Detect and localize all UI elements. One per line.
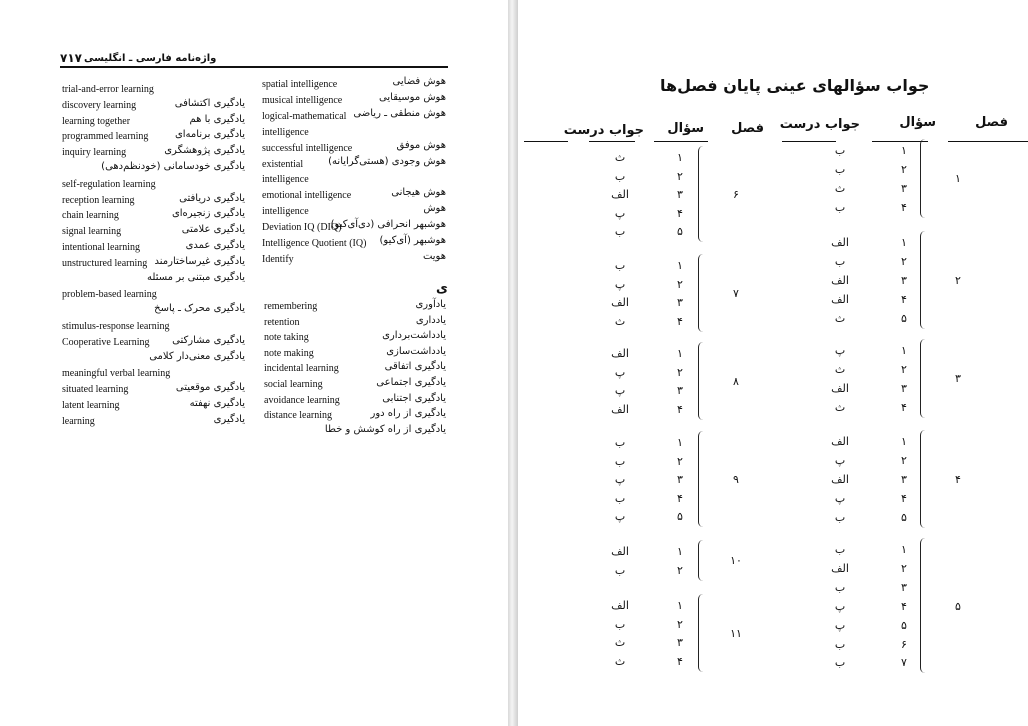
- question-number: ۴: [901, 491, 907, 505]
- question-number: ۲: [677, 563, 683, 577]
- answer-letter: ب: [834, 510, 846, 524]
- question-number: ۱: [677, 151, 683, 164]
- glossary-fa-term: هوشبهر انحرافی (دی‌آی‌کیو): [330, 219, 446, 231]
- glossary-en-term: Deviation IQ (DIQ): [262, 222, 342, 234]
- answer-letter: الف: [831, 236, 849, 249]
- section-letter: ی: [436, 281, 448, 296]
- glossary-fa-term: یادداری: [415, 314, 446, 326]
- header-question: سؤال: [667, 121, 704, 136]
- question-number: ۲: [901, 254, 907, 268]
- glossary-fa-term: یادگیری اجتماعی: [376, 377, 446, 388]
- answer-letter: ب: [834, 656, 846, 670]
- header-underline: [948, 141, 1028, 142]
- glossary-en-term: spatial intelligence: [262, 79, 338, 90]
- question-number: ۳: [677, 384, 683, 398]
- answer-letter: ب: [614, 563, 626, 577]
- glossary-fa-term: یادگیری از راه دور: [370, 408, 446, 420]
- glossary-en-term: programmed learning: [62, 131, 149, 143]
- question-number: ۳: [901, 181, 907, 195]
- group-brace: [920, 339, 927, 418]
- answer-letter: ب: [834, 637, 846, 651]
- question-number: ۲: [677, 277, 683, 291]
- glossary-fa-term: هوش وجودی (هستی‌گرایانه): [328, 155, 446, 167]
- answer-letter: پ: [834, 453, 846, 467]
- answer-letter: ب: [614, 491, 626, 505]
- question-number: ۴: [677, 314, 683, 328]
- question-number: ۲: [677, 169, 683, 183]
- glossary-en-term: learning: [62, 415, 95, 427]
- answer-letter: ب: [834, 580, 846, 594]
- glossary-fa-term: یادآوری: [415, 299, 446, 310]
- answer-letter: ث: [614, 654, 626, 668]
- left-page: [0, 0, 508, 726]
- chapter-number: ۱: [955, 172, 961, 186]
- chapter-number: ۹: [733, 473, 739, 487]
- glossary-fa-term: یادگیری موقعیتی: [175, 382, 245, 394]
- glossary-en-term: unstructured learning: [62, 257, 148, 269]
- question-number: ۴: [677, 654, 683, 668]
- question-number: ۱: [677, 436, 683, 449]
- answer-letter: ث: [834, 362, 846, 376]
- glossary-en-term: retention: [264, 316, 300, 328]
- answer-letter: ث: [834, 311, 846, 325]
- glossary-fa-term: هوش: [423, 203, 446, 215]
- question-number: ۱: [901, 344, 907, 357]
- glossary-fa-term: یادگیری غیرساختارمند: [154, 255, 245, 267]
- question-number: ۱: [901, 435, 907, 448]
- glossary-en-term: reception learning: [62, 194, 135, 206]
- answer-letter: ب: [834, 162, 846, 176]
- page-number: ۷۱۷: [60, 51, 82, 65]
- header-underline: [589, 141, 635, 142]
- glossary-fa-term: هویت: [422, 250, 446, 262]
- glossary-en-term: musical intelligence: [262, 94, 343, 106]
- answer-letter: ث: [614, 314, 626, 328]
- glossary-fa-term: یادگیری مشارکتی: [172, 334, 245, 346]
- group-brace: [698, 342, 705, 420]
- glossary-fa-term: یادگیری خودسامانی (خودنظم‌دهی): [101, 161, 245, 172]
- glossary-fa-term: یادگیری معنی‌دار کلامی: [149, 350, 245, 362]
- glossary-fa-term: یادگیری اجتنابی: [382, 392, 446, 404]
- glossary-fa-term: یادگیری نهفته: [189, 398, 245, 409]
- glossary-en-term: situated learning: [62, 384, 129, 396]
- glossary-en-term: avoidance learning: [264, 394, 340, 406]
- glossary-en-term: logical-mathematical: [262, 110, 347, 122]
- book-gutter: [508, 0, 518, 726]
- glossary-en-term: trial-and-error learning: [62, 84, 154, 95]
- question-number: ۴: [901, 599, 907, 613]
- answer-letter: الف: [831, 381, 849, 395]
- chapter-number: ۱۱: [730, 626, 742, 640]
- answer-letter: پ: [614, 473, 626, 487]
- question-number: ۴: [677, 402, 683, 416]
- glossary-en-term: intelligence: [262, 206, 309, 218]
- chapter-number: ۵: [955, 599, 961, 613]
- glossary-en-term: self-regulation learning: [62, 178, 156, 190]
- question-number: ۱: [677, 545, 683, 558]
- question-number: ۲: [901, 362, 907, 376]
- answer-letter: ب: [614, 169, 626, 183]
- question-number: ۴: [901, 400, 907, 414]
- question-number: ۱: [677, 347, 683, 360]
- group-brace: [920, 139, 927, 218]
- glossary-fa-term: یادگیری از راه کوشش و خطا: [324, 423, 446, 435]
- group-brace: [698, 594, 705, 672]
- glossary-en-term: learning together: [62, 115, 131, 127]
- question-number: ۳: [677, 188, 683, 202]
- answer-letter: الف: [831, 292, 849, 306]
- chapter-number: ۳: [955, 372, 961, 386]
- answer-letter: ب: [614, 259, 626, 272]
- glossary-en-term: intentional learning: [62, 242, 141, 253]
- question-number: ۴: [677, 491, 683, 505]
- question-number: ۱: [901, 144, 907, 157]
- chapter-number: ۲: [955, 273, 961, 287]
- glossary-en-term: successful intelligence: [262, 142, 353, 154]
- glossary-en-term: problem-based learning: [62, 289, 157, 301]
- chapter-number: ۷: [733, 286, 739, 300]
- header-question: سؤال: [899, 115, 936, 130]
- question-number: ۳: [901, 381, 907, 395]
- glossary-fa-term: هوش موفق: [396, 139, 446, 151]
- answer-letter: پ: [614, 277, 626, 291]
- glossary-fa-term: یادگیری علامتی: [181, 224, 245, 236]
- question-number: ۱: [901, 543, 907, 556]
- header-underline: [654, 141, 708, 142]
- glossary-en-term: existential: [262, 158, 304, 170]
- glossary-en-term: signal learning: [62, 226, 122, 238]
- answer-letter: الف: [611, 347, 629, 360]
- glossary-fa-term: یادگیری اکتشافی: [174, 97, 245, 109]
- glossary-fa-term: یادداشت‌سازی: [386, 345, 446, 357]
- group-brace: [698, 254, 705, 332]
- question-number: ۵: [901, 311, 907, 325]
- question-number: ۲: [901, 561, 907, 575]
- question-number: ۳: [901, 580, 907, 594]
- question-number: ۲: [677, 617, 683, 631]
- answer-letter: الف: [611, 545, 629, 558]
- group-brace: [698, 146, 705, 242]
- question-number: ۱: [901, 236, 907, 249]
- chapter-number: ۶: [733, 188, 739, 202]
- answer-letter: پ: [834, 344, 846, 357]
- header-chapter: فصل: [731, 121, 764, 136]
- group-brace: [920, 430, 927, 528]
- question-number: ۵: [677, 510, 683, 524]
- glossary-en-term: emotional intelligence: [262, 190, 352, 202]
- header-underline: [524, 141, 568, 142]
- header-underline: [782, 141, 836, 142]
- question-number: ۴: [677, 206, 683, 220]
- question-number: ۵: [901, 618, 907, 632]
- answer-letter: الف: [831, 561, 849, 575]
- answer-letter: ب: [834, 200, 846, 214]
- glossary-fa-term: یادگیری: [213, 413, 245, 425]
- question-number: ۲: [677, 454, 683, 468]
- answer-letter: الف: [611, 188, 629, 202]
- glossary-en-term: remembering: [264, 301, 318, 312]
- question-number: ۱: [677, 599, 683, 612]
- question-number: ۳: [677, 473, 683, 487]
- header-chapter: فصل: [975, 115, 1008, 130]
- glossary-en-term: intelligence: [262, 174, 309, 186]
- answer-letter: ب: [834, 543, 846, 556]
- glossary-fa-term: هوش هیجانی: [391, 187, 446, 199]
- answer-letter: الف: [831, 273, 849, 287]
- header-rule: [60, 66, 448, 68]
- glossary-fa-term: یادگیری زنجیره‌ای: [171, 208, 245, 220]
- glossary-fa-term: یادگیری عمدی: [185, 240, 245, 251]
- glossary-fa-term: یادگیری اتفاقی: [384, 361, 446, 373]
- group-brace: [698, 540, 705, 581]
- answer-letter: الف: [611, 296, 629, 310]
- right-page: [518, 0, 1028, 726]
- answer-letter: ب: [614, 225, 626, 239]
- glossary-fa-term: یادداشت‌برداری: [382, 330, 446, 342]
- glossary-en-term: note making: [264, 347, 314, 359]
- answer-letter: ث: [614, 151, 626, 164]
- glossary-fa-term: هوشبهر (آی‌کیو): [379, 235, 446, 246]
- question-number: ۴: [901, 200, 907, 214]
- group-brace: [698, 431, 705, 527]
- glossary-en-term: stimulus-response learning: [62, 321, 170, 332]
- glossary-fa-term: یادگیری پژوهشگری: [164, 145, 245, 157]
- glossary-fa-term: هوش فضایی: [392, 76, 446, 87]
- question-number: ۷: [901, 656, 907, 670]
- header-answer: جواب درست: [779, 117, 860, 132]
- glossary-en-term: social learning: [264, 379, 323, 390]
- answer-letter: پ: [834, 491, 846, 505]
- answer-letter: ب: [834, 254, 846, 268]
- question-number: ۳: [901, 273, 907, 287]
- page-title: جواب سؤالهای عینی پایان فصل‌ها: [660, 76, 930, 95]
- question-number: ۳: [901, 472, 907, 486]
- glossary-fa-term: هوش موسیقایی: [379, 91, 446, 103]
- question-number: ۳: [677, 296, 683, 310]
- glossary-fa-term: یادگیری مبتنی بر مسئله: [147, 271, 245, 283]
- glossary-en-term: discovery learning: [62, 99, 137, 111]
- answer-letter: ب: [614, 454, 626, 468]
- answer-letter: الف: [831, 435, 849, 448]
- answer-letter: الف: [611, 402, 629, 416]
- question-number: ۶: [901, 637, 907, 651]
- question-number: ۵: [901, 510, 907, 524]
- chapter-number: ۸: [733, 374, 739, 388]
- chapter-number: ۴: [955, 472, 961, 486]
- glossary-fa-term: یادگیری با هم: [189, 113, 245, 125]
- question-number: ۲: [677, 365, 683, 379]
- glossary-en-term: note taking: [264, 332, 309, 344]
- answer-letter: ث: [834, 400, 846, 414]
- glossary-en-term: inquiry learning: [62, 147, 127, 159]
- answer-letter: پ: [614, 206, 626, 220]
- glossary-fa-term: یادگیری محرک ـ پاسخ: [154, 303, 245, 315]
- glossary-en-term: latent learning: [62, 400, 120, 411]
- answer-letter: الف: [831, 472, 849, 486]
- glossary-en-term: Intelligence Quotient (IQ): [262, 238, 367, 249]
- answer-letter: پ: [614, 365, 626, 379]
- group-brace: [920, 231, 927, 329]
- answer-letter: ب: [614, 436, 626, 449]
- question-number: ۲: [901, 162, 907, 176]
- question-number: ۵: [677, 225, 683, 239]
- answer-letter: پ: [834, 618, 846, 632]
- answer-letter: ب: [614, 617, 626, 631]
- answer-letter: الف: [611, 599, 629, 612]
- question-number: ۳: [677, 636, 683, 650]
- answer-letter: ب: [834, 144, 846, 157]
- answer-letter: پ: [614, 384, 626, 398]
- group-brace: [920, 538, 927, 673]
- answer-letter: پ: [834, 599, 846, 613]
- chapter-number: ۱۰: [730, 554, 742, 568]
- glossary-en-term: Identify: [262, 253, 294, 265]
- glossary-fa-term: یادگیری برنامه‌ای: [174, 129, 245, 141]
- running-head: واژه‌نامه فارسی ـ انگلیسی: [84, 53, 217, 64]
- header-answer: جواب درست: [563, 123, 644, 138]
- glossary-en-term: distance learning: [264, 410, 333, 422]
- question-number: ۴: [901, 292, 907, 306]
- glossary-fa-term: یادگیری دریافتی: [179, 192, 245, 204]
- question-number: ۱: [677, 259, 683, 272]
- glossary-en-term: Cooperative Learning: [62, 336, 150, 348]
- glossary-en-term: meaningful verbal learning: [62, 368, 171, 380]
- answer-letter: ث: [834, 181, 846, 195]
- glossary-en-term: chain learning: [62, 210, 119, 222]
- answer-letter: ث: [614, 636, 626, 650]
- glossary-en-term: incidental learning: [264, 363, 339, 375]
- glossary-en-term: intelligence: [262, 126, 309, 138]
- question-number: ۲: [901, 453, 907, 467]
- answer-letter: پ: [614, 510, 626, 524]
- glossary-fa-term: هوش منطقی ـ ریاضی: [353, 107, 446, 119]
